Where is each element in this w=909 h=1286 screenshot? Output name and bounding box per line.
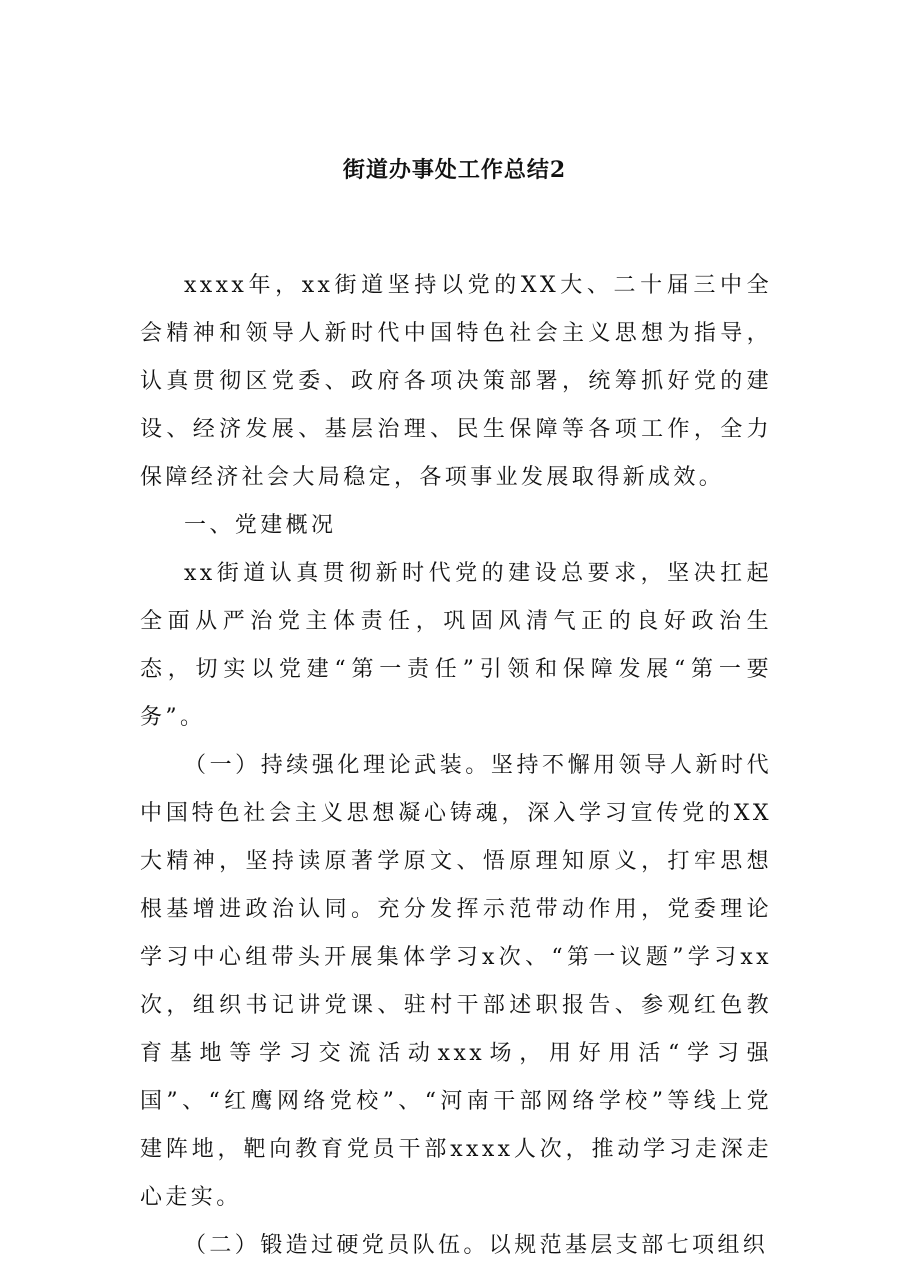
party-member-team-paragraph: （二）锻造过硬党员队伍。以规范基层支部七项组织 xyxy=(184,1233,769,1258)
intro-paragraph: xxxx年，xx街道坚持以党的XX大、二十届三中全会精神和领导人新时代中国特色社会主义思想为指导，认真贯彻区党委、政府各项决策部署，统筹抓好党的建设、经济发展、基层治理、民生保障等各项工作，全力保障经济社会大局稳定，各项事业发展取得新成效。 xyxy=(140,273,772,490)
document-body xyxy=(140,262,772,1270)
section-heading-party-building: 一、党建概况 xyxy=(184,513,337,538)
theory-study-paragraph: （一）持续强化理论武装。坚持不懈用领导人新时代中国特色社会主义思想凝心铸魂，深入学习宣传党的XX大精神，坚持读原著学原文、悟原理知原义，打牢思想根基增进政治认同。充分发挥示范带动作用，党委理论学习中心组带头开展集体学习x次、“第一议题”学习xx次，组织书记讲党课、驻村干部述职报告、参观红色教育基地等学习交流活动xxx场，用好用活“学习强国”、“红鹰网络党校”、“河南干部网络学校”等线上党建阵地，靶向教育党员干部xxxx人次，推动学习走深走心走实。 xyxy=(140,753,772,1210)
document-title: 街道办事处工作总结2 xyxy=(342,157,567,183)
party-building-paragraph: xx街道认真贯彻新时代党的建设总要求，坚决扛起全面从严治党主体责任，巩固风清气正的良好政治生态，切实以党建“第一责任”引领和保障发展“第一要务”。 xyxy=(140,561,772,730)
